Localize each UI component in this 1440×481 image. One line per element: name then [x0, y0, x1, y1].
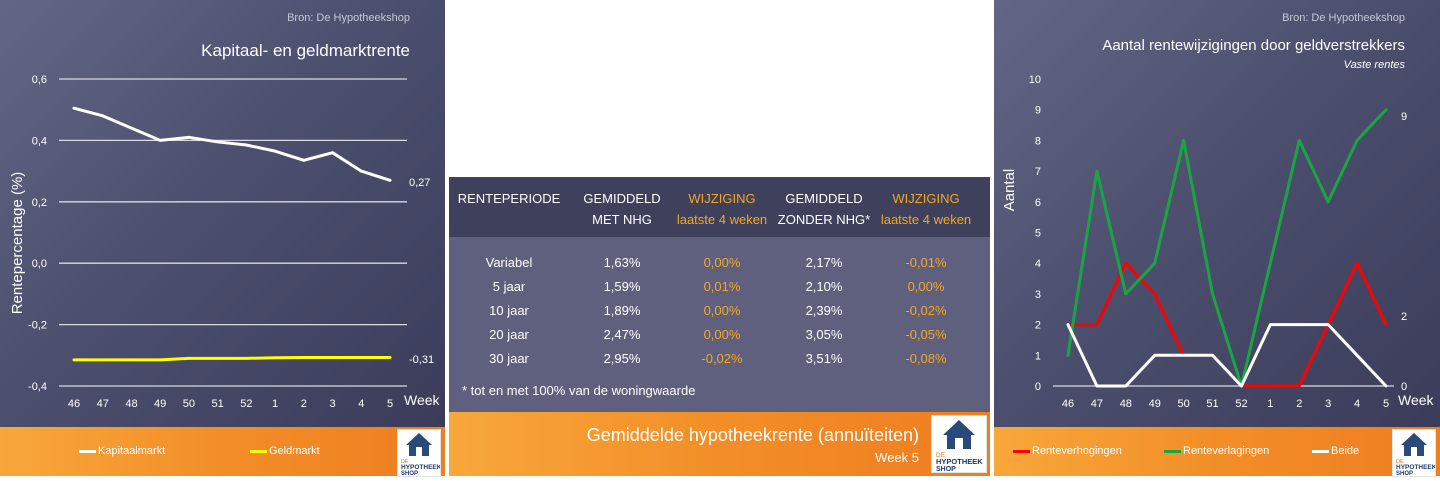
x-tick-label: 3: [329, 398, 336, 410]
data-point-kapitaalmarkt: [303, 159, 305, 161]
table-cell: 0,01%: [703, 279, 741, 294]
x-axis-label: Week: [1398, 392, 1434, 408]
left-legend-bar: [0, 427, 445, 476]
y-tick-label: 5: [1034, 227, 1041, 240]
logo-text-de: DE: [936, 452, 946, 459]
x-tick-label: 51: [211, 398, 224, 410]
data-point-renteverlagingen: [1356, 139, 1358, 141]
data-point-beide: [1269, 323, 1271, 325]
y-tick-label: -0,4: [28, 381, 47, 393]
logo-text-hypotheek: HYPOTHEEK: [936, 457, 983, 466]
legend-item-renteverlagingen: [1164, 445, 1269, 457]
mortgage-banner: [449, 412, 990, 476]
legend-label: Kapitaalmarkt: [98, 445, 166, 457]
table-header-subcell: ZONDER NHG*: [777, 212, 871, 227]
table-cell: -0,08%: [905, 351, 947, 366]
x-tick-label: 5: [386, 398, 394, 410]
y-tick-label: 1: [1034, 350, 1041, 363]
legend-label: Renteverhogingen: [1032, 445, 1122, 457]
legend-item-geldmarkt: [250, 445, 320, 457]
table-cell: -0,01%: [905, 255, 947, 270]
x-tick-label: 1: [1267, 398, 1274, 410]
data-point-beide: [1327, 323, 1329, 325]
y-tick-label: 0,0: [31, 258, 47, 271]
chart-title: Kapitaal- en geldmarktrente: [201, 41, 410, 60]
data-point-kapitaalmarkt: [102, 115, 104, 117]
series-line-geldmarkt: [74, 357, 390, 359]
data-point-kapitaalmarkt: [245, 144, 247, 146]
y-tick-label: 4: [1034, 258, 1041, 271]
chart-source: Bron: De Hypotheekshop: [1282, 12, 1405, 24]
x-tick-label: 49: [154, 398, 167, 410]
table-cell: 2,10%: [805, 279, 843, 294]
chart-subtitle: Vaste rentes: [1343, 59, 1405, 71]
secondary-label-0: 0: [1401, 381, 1408, 393]
legend-label: Renteverlagingen: [1183, 445, 1270, 457]
house-logo-icon: [932, 416, 986, 472]
table-cell: 0,00%: [703, 327, 741, 342]
data-point-renteverlagingen: [1125, 293, 1127, 295]
banner-subtitle: Week 5: [875, 450, 919, 465]
legend-label: Beide: [1331, 445, 1360, 457]
series-line-beide: [1068, 325, 1386, 386]
x-tick-label: 4: [1354, 398, 1361, 410]
chart-source: Bron: De Hypotheekshop: [287, 12, 410, 24]
data-point-kapitaalmarkt: [73, 107, 75, 109]
data-point-kapitaalmarkt: [188, 136, 190, 138]
secondary-label-2: 2: [1401, 311, 1408, 323]
data-point-geldmarkt: [102, 359, 104, 361]
data-point-beide: [1298, 323, 1300, 325]
secondary-label-9: 9: [1401, 111, 1408, 123]
data-point-renteverlagingen: [1269, 262, 1271, 264]
data-point-beide: [1385, 385, 1387, 387]
legend-swatch-white: [79, 450, 96, 453]
data-point-renteverlagingen: [1067, 354, 1069, 356]
data-point-beide: [1211, 354, 1213, 356]
table-cell: 1,59%: [603, 279, 641, 294]
table-cell: 3,51%: [805, 351, 843, 366]
x-tick-label: 50: [1177, 398, 1190, 410]
table-cell: 2,17%: [805, 255, 843, 270]
table-footnote: * tot en met 100% van de woningwaarde: [462, 383, 696, 398]
y-tick-label: -0,2: [28, 319, 47, 332]
y-tick-label: 10: [1028, 74, 1041, 86]
data-point-kapitaalmarkt: [130, 127, 132, 129]
rate-changes-chart: [994, 0, 1440, 427]
data-point-renteverhogingen: [1096, 323, 1098, 325]
y-tick-label: 0: [1034, 381, 1041, 393]
x-axis-label: Week: [404, 392, 440, 408]
data-point-geldmarkt: [188, 357, 190, 359]
table-cell: 0,00%: [907, 279, 945, 294]
table-header-band: [449, 177, 990, 237]
y-tick-label: 8: [1034, 135, 1041, 148]
y-tick-label: 6: [1034, 196, 1041, 209]
table-header-subcell: laatste 4 weken: [880, 212, 972, 227]
hypotheekshop-logo: [1392, 429, 1436, 477]
table-cell: 2,47%: [603, 327, 641, 342]
data-point-geldmarkt: [245, 357, 247, 359]
y-tick-label: 7: [1034, 166, 1041, 179]
data-point-renteverhogingen: [1269, 385, 1271, 387]
y-tick-label: 0,2: [31, 196, 47, 209]
table-cell: 3,05%: [805, 327, 843, 342]
table-header-cell: GEMIDDELD: [785, 191, 863, 206]
x-tick-label: 51: [1206, 398, 1219, 410]
data-point-renteverlagingen: [1096, 170, 1098, 172]
house-logo-icon: [398, 430, 440, 476]
x-tick-label: 47: [1090, 398, 1104, 410]
legend-item-kapitaalmarkt: [79, 445, 165, 457]
table-row-label: 20 jaar: [489, 327, 529, 342]
data-point-geldmarkt: [274, 357, 276, 359]
data-point-geldmarkt: [331, 356, 333, 358]
x-tick-label: 48: [1119, 398, 1132, 410]
table-cell: -0,05%: [905, 327, 947, 342]
logo-text-hypotheek: HYPOTHEEK: [401, 464, 440, 471]
end-label-kapitaalmarkt: 0,27: [409, 177, 431, 189]
right-legend-bar: [994, 427, 1440, 476]
data-point-renteverlagingen: [1385, 109, 1387, 111]
x-tick-label: 4: [358, 398, 365, 410]
x-tick-label: 47: [96, 398, 109, 410]
data-point-kapitaalmarkt: [159, 139, 161, 141]
x-tick-label: 1: [272, 398, 279, 410]
data-point-beide: [1154, 354, 1156, 356]
data-point-renteverlagingen: [1182, 139, 1184, 141]
data-point-renteverhogingen: [1385, 323, 1387, 325]
logo-text-shop: SHOP: [401, 471, 419, 476]
table-cell: 0,00%: [703, 255, 741, 270]
data-point-kapitaalmarkt: [360, 170, 362, 172]
data-point-beide: [1125, 385, 1127, 387]
y-tick-label: 0,6: [31, 74, 47, 86]
end-label-geldmarkt: -0,31: [409, 354, 435, 366]
data-point-geldmarkt: [389, 356, 391, 358]
table-row-label: 5 jaar: [492, 279, 526, 294]
data-point-renteverlagingen: [1211, 293, 1213, 295]
data-point-renteverhogingen: [1125, 262, 1127, 264]
banner-title: Gemiddelde hypotheekrente (annuïteiten): [586, 425, 919, 445]
legend-swatch-green: [1164, 450, 1181, 453]
legend-item-beide: [1312, 445, 1359, 457]
data-point-geldmarkt: [159, 359, 161, 361]
data-point-renteverlagingen: [1298, 139, 1300, 141]
logo-text-shop: SHOP: [936, 466, 956, 472]
table-header-cell: WIJZIGING: [688, 191, 756, 206]
y-tick-label: 9: [1034, 104, 1041, 117]
y-tick-label: 2: [1034, 319, 1041, 332]
chart-title: Aantal rentewijzigingen door geldverstrekkers: [1102, 37, 1405, 54]
data-point-kapitaalmarkt: [216, 141, 218, 143]
data-point-beide: [1356, 354, 1358, 356]
data-point-renteverhogingen: [1298, 385, 1300, 387]
capital-money-market-chart: [0, 0, 445, 427]
x-tick-label: 50: [182, 398, 196, 410]
table-cell: -0,02%: [701, 351, 743, 366]
legend-item-renteverhogingen: [1013, 445, 1122, 457]
table-header-subcell: laatste 4 weken: [676, 212, 768, 227]
x-tick-label: 2: [300, 398, 307, 410]
table-cell: 0,00%: [703, 303, 741, 318]
y-axis-label: Aantal: [1001, 168, 1018, 212]
table-cell: 1,63%: [603, 255, 641, 270]
data-point-beide: [1067, 323, 1069, 325]
table-header-cell: RENTEPERIODE: [457, 191, 561, 206]
hypotheekshop-logo: [931, 415, 987, 473]
x-tick-label: 52: [240, 398, 253, 410]
series-line-kapitaalmarkt: [74, 108, 390, 180]
data-point-geldmarkt: [360, 356, 362, 358]
legend-swatch-yellow: [250, 450, 267, 453]
legend-swatch-red: [1013, 450, 1030, 453]
logo-text-de: DE: [1396, 459, 1404, 465]
data-point-renteverlagingen: [1327, 201, 1329, 203]
data-point-renteverhogingen: [1356, 262, 1358, 264]
table-row-label: Variabel: [485, 255, 533, 270]
table-header-cell: GEMIDDELD: [583, 191, 661, 206]
table-header-subcell: MET NHG: [592, 212, 652, 227]
data-point-renteverlagingen: [1154, 262, 1156, 264]
data-point-kapitaalmarkt: [331, 151, 333, 153]
data-point-geldmarkt: [73, 359, 75, 361]
y-tick-label: 3: [1034, 288, 1041, 301]
y-axis-label: Rentepercentage (%): [9, 171, 26, 315]
x-tick-label: 46: [67, 398, 81, 410]
logo-text-de: DE: [401, 459, 409, 465]
table-cell: 1,89%: [603, 303, 641, 318]
legend-label: Geldmarkt: [269, 445, 320, 457]
data-point-geldmarkt: [130, 359, 132, 361]
table-cell: 2,95%: [603, 351, 641, 366]
table-row-label: 10 jaar: [489, 303, 529, 318]
y-tick-label: 0,4: [31, 135, 47, 148]
left-chart-plot: [0, 0, 445, 427]
table-header-cell: WIJZIGING: [892, 191, 960, 206]
x-tick-label: 3: [1325, 398, 1332, 410]
x-tick-label: 46: [1061, 398, 1075, 410]
right-chart-plot: [994, 0, 1440, 427]
data-point-kapitaalmarkt: [389, 179, 391, 181]
house-logo-icon: [1393, 430, 1435, 476]
x-tick-label: 2: [1296, 398, 1303, 410]
mortgage-rate-table: [449, 177, 990, 412]
data-point-beide: [1096, 385, 1098, 387]
data-point-renteverhogingen: [1154, 293, 1156, 295]
x-tick-label: 52: [1235, 398, 1248, 410]
series-line-renteverlagingen: [1068, 110, 1386, 386]
data-point-beide: [1182, 354, 1184, 356]
data-point-geldmarkt: [303, 356, 305, 358]
logo-text-shop: SHOP: [1396, 471, 1414, 476]
data-point-kapitaalmarkt: [274, 150, 276, 152]
hypotheekshop-logo: [397, 429, 441, 477]
logo-text-hypotheek: HYPOTHEEK: [1396, 464, 1435, 471]
x-tick-label: 48: [125, 398, 138, 410]
table-cell: -0,02%: [905, 303, 947, 318]
data-point-beide: [1240, 385, 1242, 387]
legend-swatch-white: [1312, 450, 1329, 453]
x-tick-label: 49: [1148, 398, 1161, 410]
table-row-label: 30 jaar: [489, 351, 529, 366]
series-line-renteverhogingen: [1068, 263, 1184, 355]
data-point-geldmarkt: [216, 357, 218, 359]
x-tick-label: 5: [1382, 398, 1390, 410]
table-cell: 2,39%: [805, 303, 843, 318]
